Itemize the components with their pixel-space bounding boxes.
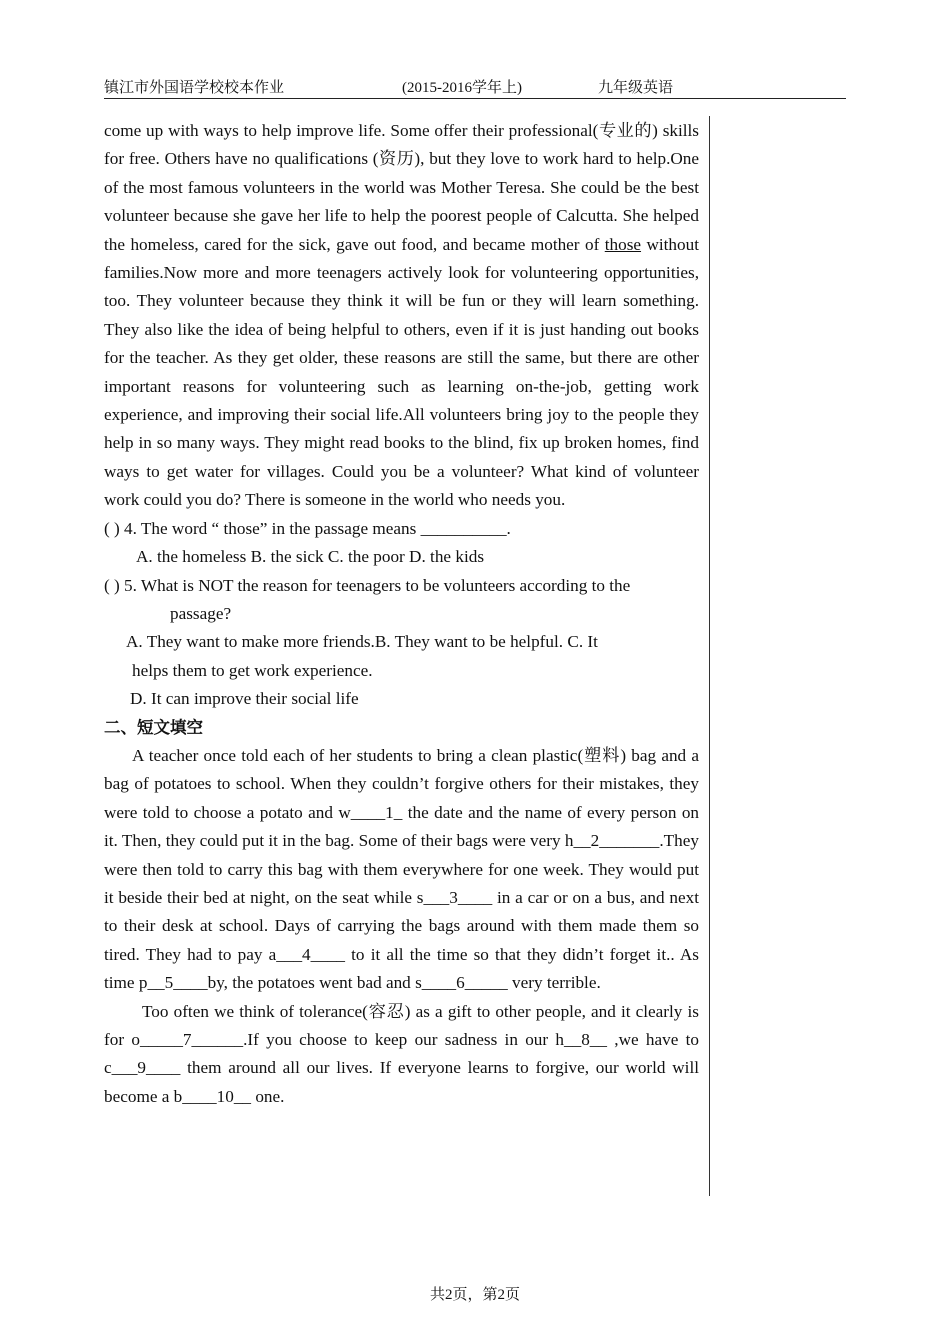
passage-text-b: without families.Now more and more teenagers actively look for volunteering opportunities, too. They volunteer because they think it will be fun or they will learn something. They also like the idea of being helpful to others, even if it is just handing out books for the teacher. As they get older, these reasons are still the same, but there are other important reasons for volunteering such as learning on-the-job, getting work experience, and improving their social life.All volunteers bring joy to the people they help in so many ways. They might read books to the blind, fix up broken homes, find ways to get water for villages. Could you be a volunteer? What kind of volunteer work could you do? There is someone in the world who needs you. <box>104 234 699 510</box>
header-school: 镇江市外国语学校校本作业 <box>104 80 285 96</box>
cloze-text: to it all the time so that they didn’t forget it.. As time p <box>104 944 700 993</box>
margin-rule <box>709 116 710 1196</box>
page-header <box>104 76 846 99</box>
question-5: ( ) 5. What is NOT the reason for teenagers to be volunteers according to the <box>104 575 631 595</box>
cloze-text: .If you choose to keep our sadness in our h <box>243 1030 565 1049</box>
question-4: ( ) 4. The word “ those” in the passage means __________. <box>104 518 511 538</box>
blank-2[interactable]: __2_______ <box>573 831 660 851</box>
blank-1[interactable]: ____1_ <box>350 802 403 822</box>
passage-text-a: come up with ways to help improve life. Some offer their professional(专业的) skills for free. Others have no qualifications (资历), but they love to work hard to help.One of the most famous volunteers in the world was Mother Teresa. She could be the best volunteer because she gave her life to help the poorest people of Calcutta. She helped the homeless, cared for the sick, gave out food, and became mother of <box>104 121 699 254</box>
cloze-text: by, the potatoes went bad and s <box>207 973 422 993</box>
cloze-paragraph-1 <box>104 742 699 998</box>
blank-4[interactable]: ___4____ <box>276 944 345 964</box>
cloze-text: A teacher once told each of her students to bring a clean plastic(塑料) bag and a bag of potatoes to school. When they couldn’t forgive others for their mistakes, they were told to choose a potato and w <box>104 745 699 822</box>
question-5-options-ab: A. They want to make more friends.B. They want to be helpful. C. It <box>126 632 598 652</box>
cloze-text: in a car or on a bus, and next to their desk at school. Days of carrying the bags around with them made them so tired. They had to pay a <box>104 887 699 964</box>
page-footer: 共2页，第2页 <box>429 1287 520 1303</box>
question-5-option-c-cont: helps them to get work experience. <box>132 660 373 680</box>
blank-3[interactable]: ___3____ <box>423 887 493 907</box>
blank-5[interactable]: __5____ <box>147 973 208 993</box>
cloze-text: very terrible. <box>507 973 601 993</box>
blank-7[interactable]: _____7______ <box>139 1030 244 1049</box>
question-5-option-d: D. It can improve their social life <box>130 689 359 709</box>
blank-8[interactable]: __8__ <box>564 1030 607 1049</box>
cloze-paragraph-2 <box>104 998 699 1112</box>
header-term: (2015-2016学年上) <box>402 80 522 96</box>
header-grade: 九年级英语 <box>598 80 674 96</box>
reading-passage <box>104 117 699 515</box>
cloze-text: ,we have to c <box>104 1030 699 1078</box>
cloze-text: one. <box>251 1086 285 1106</box>
blank-9[interactable]: ___9____ <box>111 1058 181 1078</box>
cloze-text: .They were then told to carry this bag with them everywhere for one week. They would put it beside their bed at night, on the seat while s <box>104 831 699 907</box>
worksheet-content <box>104 117 699 1111</box>
cloze-text: Too often we think of tolerance(容忍) as a gift to other people, and it clearly is for o <box>104 1001 699 1049</box>
underlined-word-those: those <box>604 234 642 254</box>
question-5-continued: passage? <box>170 603 232 623</box>
cloze-text: the date and the name of every person on it. Then, they could put it in the bag. Some of their bags were very h <box>104 802 700 851</box>
cloze-text: them around all our lives. If everyone learns to forgive, our world will become a b <box>104 1058 699 1106</box>
question-4-options: A. the homeless B. the sick C. the poor D. the kids <box>136 547 485 567</box>
blank-6[interactable]: ____6_____ <box>421 973 508 993</box>
blank-10[interactable]: ____10__ <box>182 1086 252 1106</box>
section-title: 二、短文填空 <box>104 717 203 737</box>
